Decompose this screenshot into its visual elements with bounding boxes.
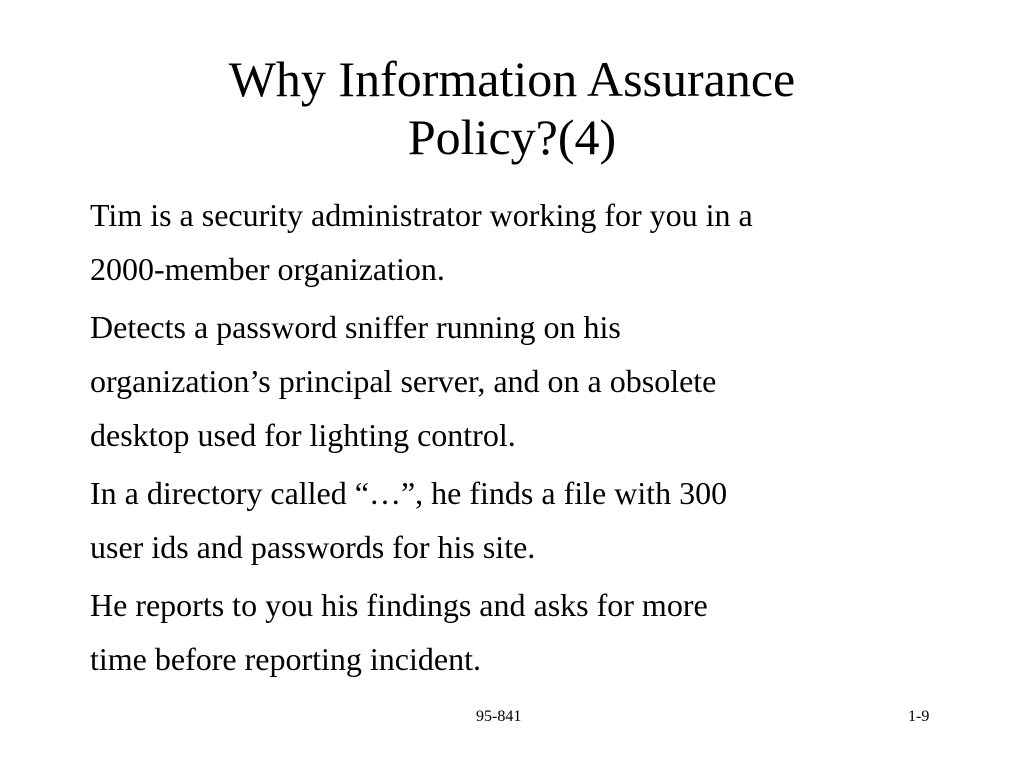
paragraph-4-line-2: time before reporting incident. xyxy=(90,641,481,677)
paragraph-1-line-2: 2000-member organization. xyxy=(90,251,445,287)
paragraph-3-line-2: user ids and passwords for his site. xyxy=(90,529,536,565)
paragraph-3 xyxy=(90,466,950,574)
paragraph-2-line-2: organization’s principal server, and on a obsolete xyxy=(90,363,717,399)
paragraph-3-line-1: In a directory called “…”, he finds a file with 300 xyxy=(90,475,728,511)
footer-page-number: 1-9 xyxy=(908,708,930,725)
slide-body xyxy=(90,188,950,686)
paragraph-2-line-1: Detects a password sniffer running on his xyxy=(90,309,621,345)
paragraph-2-line-3: desktop used for lighting control. xyxy=(90,417,516,453)
paragraph-4 xyxy=(90,578,950,686)
paragraph-1-line-1: Tim is a security administrator working for you in a xyxy=(90,197,753,233)
slide-title xyxy=(100,50,924,166)
paragraph-1 xyxy=(90,188,950,296)
paragraph-4-line-1: He reports to you his findings and asks for more xyxy=(90,587,708,623)
slide-title-line-1: Why Information Assurance xyxy=(228,51,796,107)
paragraph-2 xyxy=(90,300,950,462)
slide-title-line-2: Policy?(4) xyxy=(407,109,617,165)
footer-course-code: 95-841 xyxy=(476,708,522,725)
